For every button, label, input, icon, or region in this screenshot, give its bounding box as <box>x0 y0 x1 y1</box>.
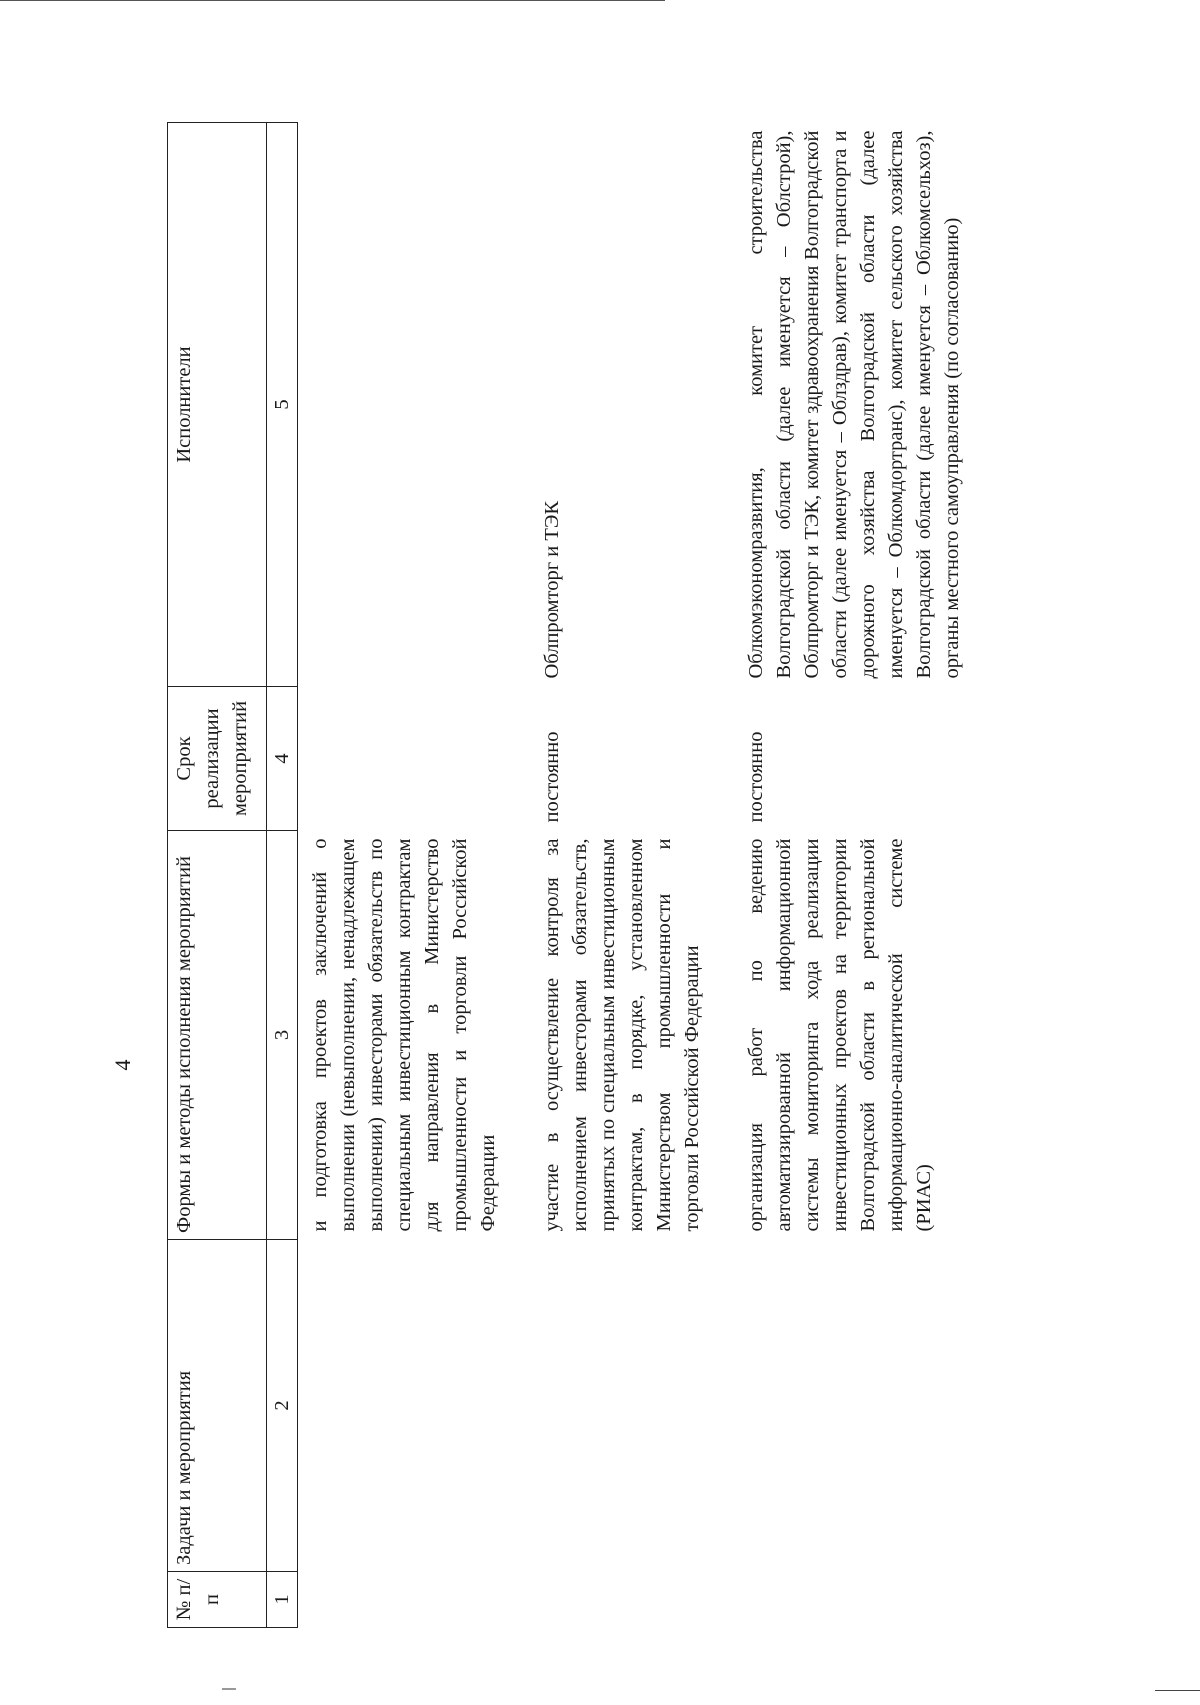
table-row <box>538 123 742 1628</box>
row-form: организация работ по ведению автоматизированной информационной системы мониторинга хода реализации инвестиционных проектов на территории Волгоградской области в региональной информационно-аналитической системе (РИАС) <box>745 838 935 1232</box>
row-term <box>298 687 539 831</box>
measures-table <box>167 122 966 1628</box>
row-executors: Облкомэкономразвития, комитет строительства Волгоградской области (далее именуется – Облстрой), Облпромторг и ТЭК, комитет здравоохранения Волгоградской области (далее именуется – Облздрав), комитет транспорта и дорожного хозяйства Волгоградской области (далее именуется – Облкомдортранс), комитет сельского хозяйства Волгоградской области (далее именуется – Облкомсельхоз), органы местного самоуправления (по согласованию) <box>745 130 963 679</box>
row-term: постоянно <box>541 731 563 823</box>
scan-artifact <box>1155 1690 1200 1691</box>
row-number <box>742 1572 966 1628</box>
row-task <box>298 1240 539 1572</box>
header-number: № п/п <box>168 1572 267 1628</box>
page-number: 4 <box>110 1059 135 1071</box>
column-number-row <box>267 123 298 1628</box>
column-number: 4 <box>267 687 298 831</box>
row-number <box>298 1572 539 1628</box>
table-row <box>742 123 966 1628</box>
header-forms-methods: Формы и методы исполнения мероприятий <box>168 831 267 1240</box>
row-number <box>538 1572 742 1628</box>
scan-edge-line <box>0 0 665 1</box>
column-number: 1 <box>267 1572 298 1628</box>
row-task <box>742 1240 966 1572</box>
scan-artifact <box>222 1688 236 1690</box>
row-executors: Облпромторг и ТЭК <box>541 500 563 679</box>
header-tasks: Задачи и мероприятия <box>168 1240 267 1572</box>
column-number: 3 <box>267 831 298 1240</box>
column-number: 5 <box>267 123 298 687</box>
header-term: Срок реализации мероприятий <box>168 687 267 831</box>
row-task <box>538 1240 742 1572</box>
row-form: и подготовка проектов заключений о выполнении (невыполнении, ненадлежащем выполнении) инвесторами обязательств по специальным инвестиционным контрактам для направления в Министерство промышленности и торговли Российской Федерации <box>309 838 499 1232</box>
row-form: участие в осуществление контроля за исполнением инвесторами обязательств, принятых по специальным инвестиционным контрактам, в порядке, установленном Министерством промышленности и торговли Российской Федерации <box>541 838 703 1232</box>
column-number: 2 <box>267 1240 298 1572</box>
table-row <box>298 123 539 1628</box>
table-header-row <box>168 123 267 1628</box>
rotated-table-container <box>167 123 1200 1628</box>
row-term: постоянно <box>745 731 767 823</box>
row-executors <box>298 123 539 687</box>
header-executors: Исполнители <box>168 123 267 687</box>
